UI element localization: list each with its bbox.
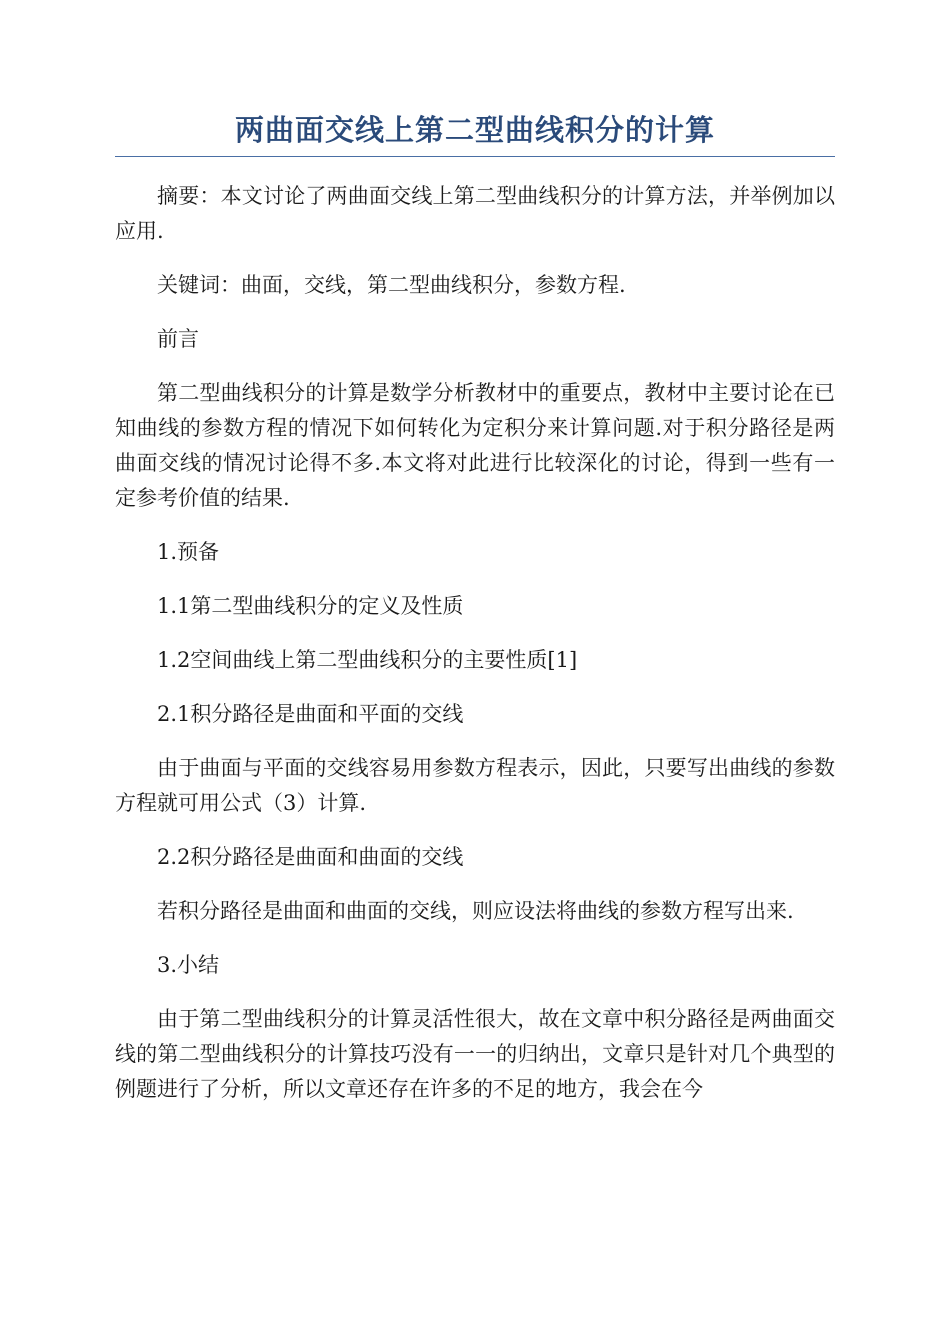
summary-paragraph: 由于第二型曲线积分的计算灵活性很大，故在文章中积分路径是两曲面交线的第二型曲线积分的计算技巧没有一一的归纳出，文章只是针对几个典型的例题进行了分析，所以文章还存在许多的不足的地方，我会在今 — [115, 1007, 835, 1101]
section-heading-1: 1.预备 — [157, 540, 220, 564]
section-heading-3: 3.小结 — [157, 953, 220, 977]
keywords-paragraph: 关键词：曲面，交线，第二型曲线积分，参数方程. — [157, 273, 626, 297]
document-page — [115, 110, 835, 1107]
section-heading-1-1: 1.1第二型曲线积分的定义及性质 — [157, 594, 464, 618]
section-heading-2-2: 2.2积分路径是曲面和曲面的交线 — [157, 845, 464, 869]
preface-paragraph: 第二型曲线积分的计算是数学分析教材中的重要点，教材中主要讨论在已知曲线的参数方程的情况下如何转化为定积分来计算问题.对于积分路径是两曲面交线的情况讨论得不多.本文将对此进行比较深化的讨论，得到一些有一定参考价值的结果. — [115, 381, 835, 510]
document-title: 两曲面交线上第二型曲线积分的计算 — [115, 110, 835, 157]
section-2-2-paragraph: 若积分路径是曲面和曲面的交线，则应设法将曲线的参数方程写出来. — [157, 899, 794, 923]
abstract-paragraph: 摘要：本文讨论了两曲面交线上第二型曲线积分的计算方法，并举例加以应用. — [115, 184, 835, 243]
section-heading-2-1: 2.1积分路径是曲面和平面的交线 — [157, 702, 464, 726]
section-heading-1-2: 1.2空间曲线上第二型曲线积分的主要性质[1] — [157, 648, 578, 672]
section-2-1-paragraph: 由于曲面与平面的交线容易用参数方程表示，因此，只要写出曲线的参数方程就可用公式（3）计算. — [115, 756, 835, 815]
section-heading-preface: 前言 — [157, 327, 199, 351]
